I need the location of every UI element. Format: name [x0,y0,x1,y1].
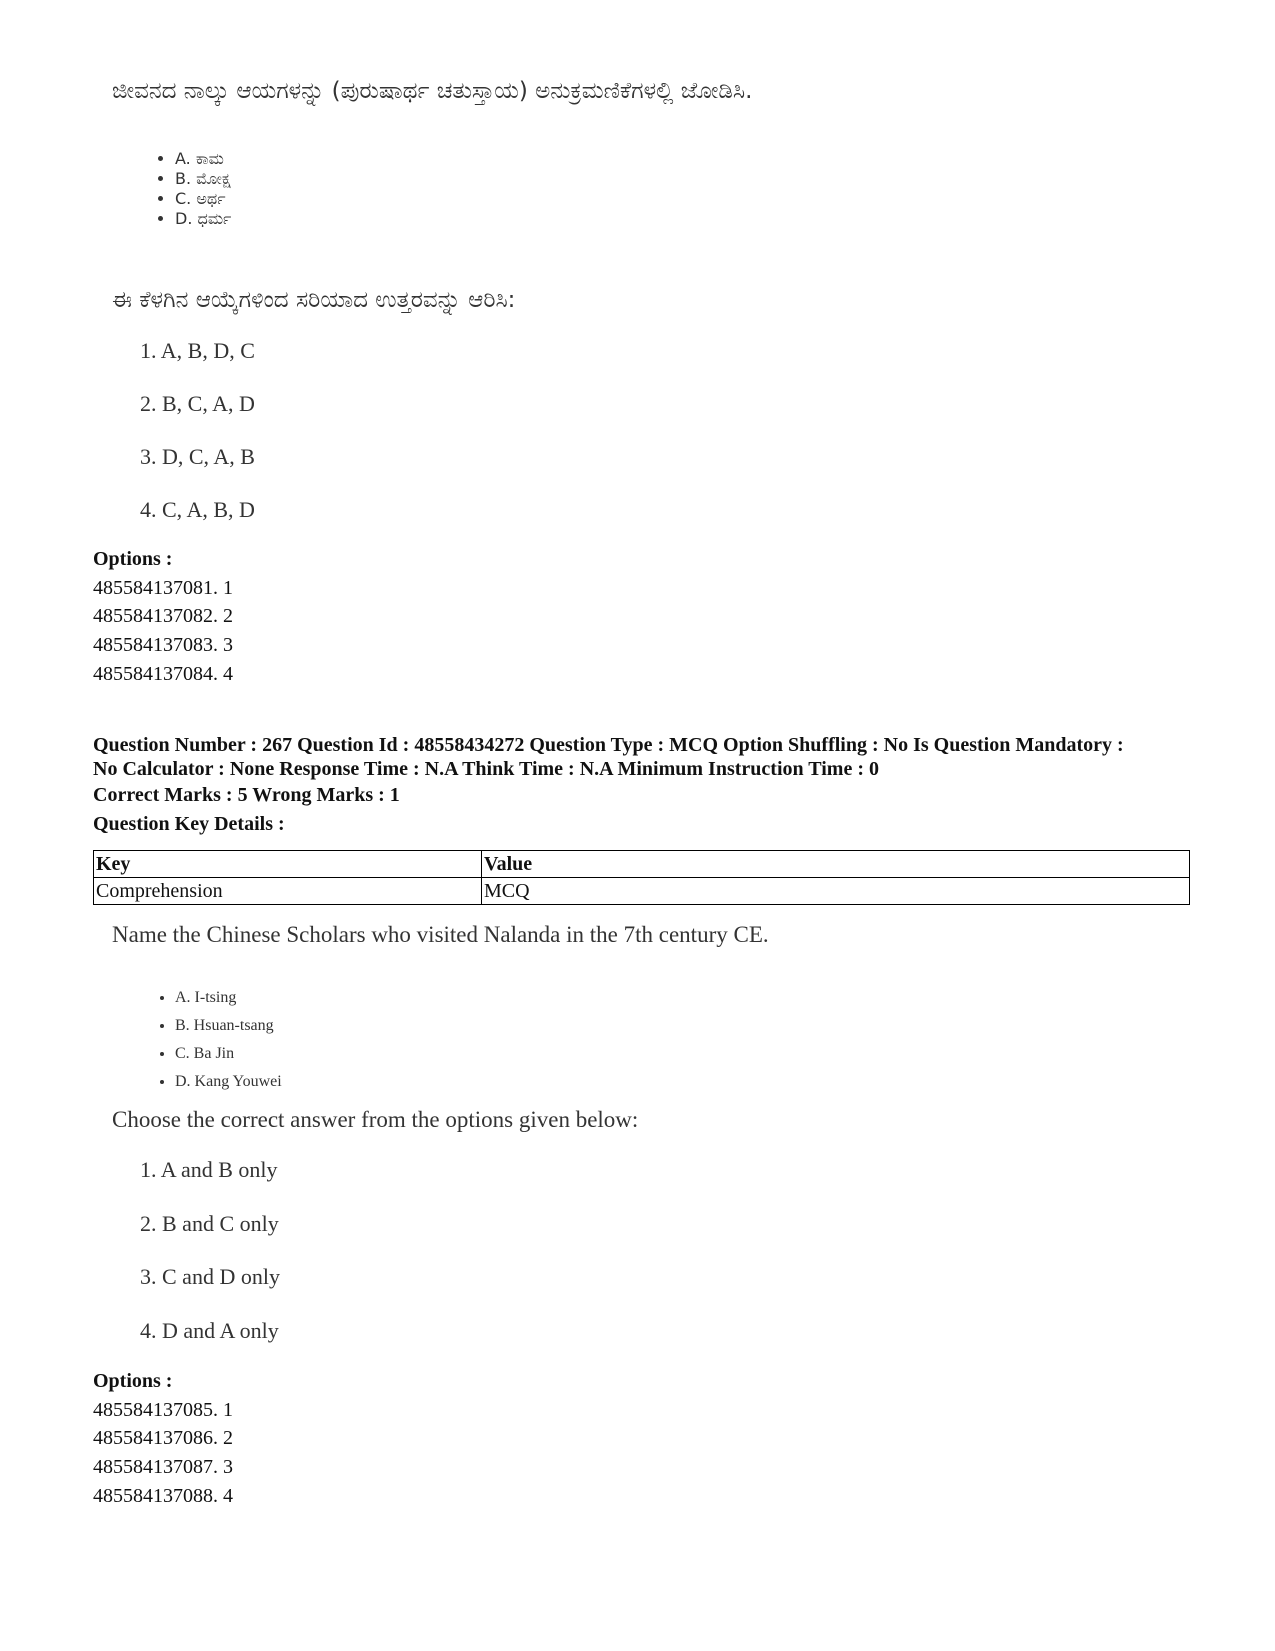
key-details-table [93,850,1190,905]
match-item: • C. ಅರ್ಥ [175,189,231,209]
match-item: • A. I-tsing [175,984,282,1012]
question-image-266 [112,76,1112,106]
table-cell-value: MCQ [482,878,1190,905]
question-stem: ಜೀವನದ ನಾಲ್ಕು ಆಯಗಳನ್ನು (ಪುರುಷಾರ್ಥ ಚತುಸ್ತಾಯ) ಅನುಕ್ರಮಣಿಕೆಗಳಲ್ಲಿ ಜೋಡಿಸಿ. [112,78,753,104]
table-header-row [94,851,1190,878]
match-item: • D. Kang Youwei [175,1068,282,1096]
options-label: Options : [93,1370,173,1392]
answer-choice-text: 4. D and A only [140,1318,279,1343]
answer-choice [140,1211,279,1237]
question-instruction: ಈ ಕೆಳಗಿನ ಆಯ್ಕೆಗಳಿಂದ ಸರಿಯಾದ ಉತ್ತರವನ್ನು ಆರಿಸಿ: [112,287,516,313]
match-items [135,984,282,1096]
match-item: • B. ಮೋಕ್ಷ [175,169,231,189]
option-id: 485584137083. 3 [93,634,233,656]
options-label: Options : [93,548,173,570]
question-meta-line: No Calculator : None Response Time : N.A Think Time : N.A Minimum Instruction Time : 0 [93,758,879,780]
option-id: 485584137087. 3 [93,1456,233,1478]
table-row [94,878,1190,905]
question-instruction: Choose the correct answer from the options given below: [112,1107,639,1132]
match-item: • B. Hsuan-tsang [175,1012,282,1040]
match-item: • A. ಕಾಮ [175,149,231,169]
match-item: • C. Ba Jin [175,1040,282,1068]
answer-choice-text: 3. C and D only [140,1264,280,1289]
question-image-267 [112,920,1112,950]
key-details-label: Question Key Details : [93,813,285,835]
option-id: 485584137082. 2 [93,605,233,627]
answer-choice [140,391,255,417]
instruction-block [112,1105,1012,1135]
answer-choice-text: 1. A, B, D, C [140,338,255,363]
answer-choice [140,1318,279,1344]
question-meta-line: Question Number : 267 Question Id : 48558434272 Question Type : MCQ Option Shuffling : No Is Question Mandatory : [93,734,1124,756]
question-stem: Name the Chinese Scholars who visited Nalanda in the 7th century CE. [112,922,769,947]
table-header-key: Key [94,851,482,878]
answer-choice-text: 2. B, C, A, D [140,391,255,416]
table-header-value: Value [482,851,1190,878]
answer-choice [140,497,255,523]
option-id: 485584137081. 1 [93,577,233,599]
answer-choice [140,338,255,364]
match-items [135,149,231,229]
option-id: 485584137088. 4 [93,1485,233,1507]
answer-choice-text: 2. B and C only [140,1211,279,1236]
table-cell-key: Comprehension [94,878,482,905]
option-id: 485584137086. 2 [93,1427,233,1449]
option-id: 485584137084. 4 [93,663,233,685]
marks-line: Correct Marks : 5 Wrong Marks : 1 [93,784,400,806]
answer-choice [140,1264,280,1290]
option-id: 485584137085. 1 [93,1399,233,1421]
match-item: • D. ಧರ್ಮ [175,209,231,229]
answer-choice-text: 3. D, C, A, B [140,444,255,469]
answer-choice [140,1157,278,1183]
answer-choice [140,444,255,470]
instruction-block [112,285,1012,315]
answer-choice-text: 1. A and B only [140,1157,278,1182]
answer-choice-text: 4. C, A, B, D [140,497,255,522]
